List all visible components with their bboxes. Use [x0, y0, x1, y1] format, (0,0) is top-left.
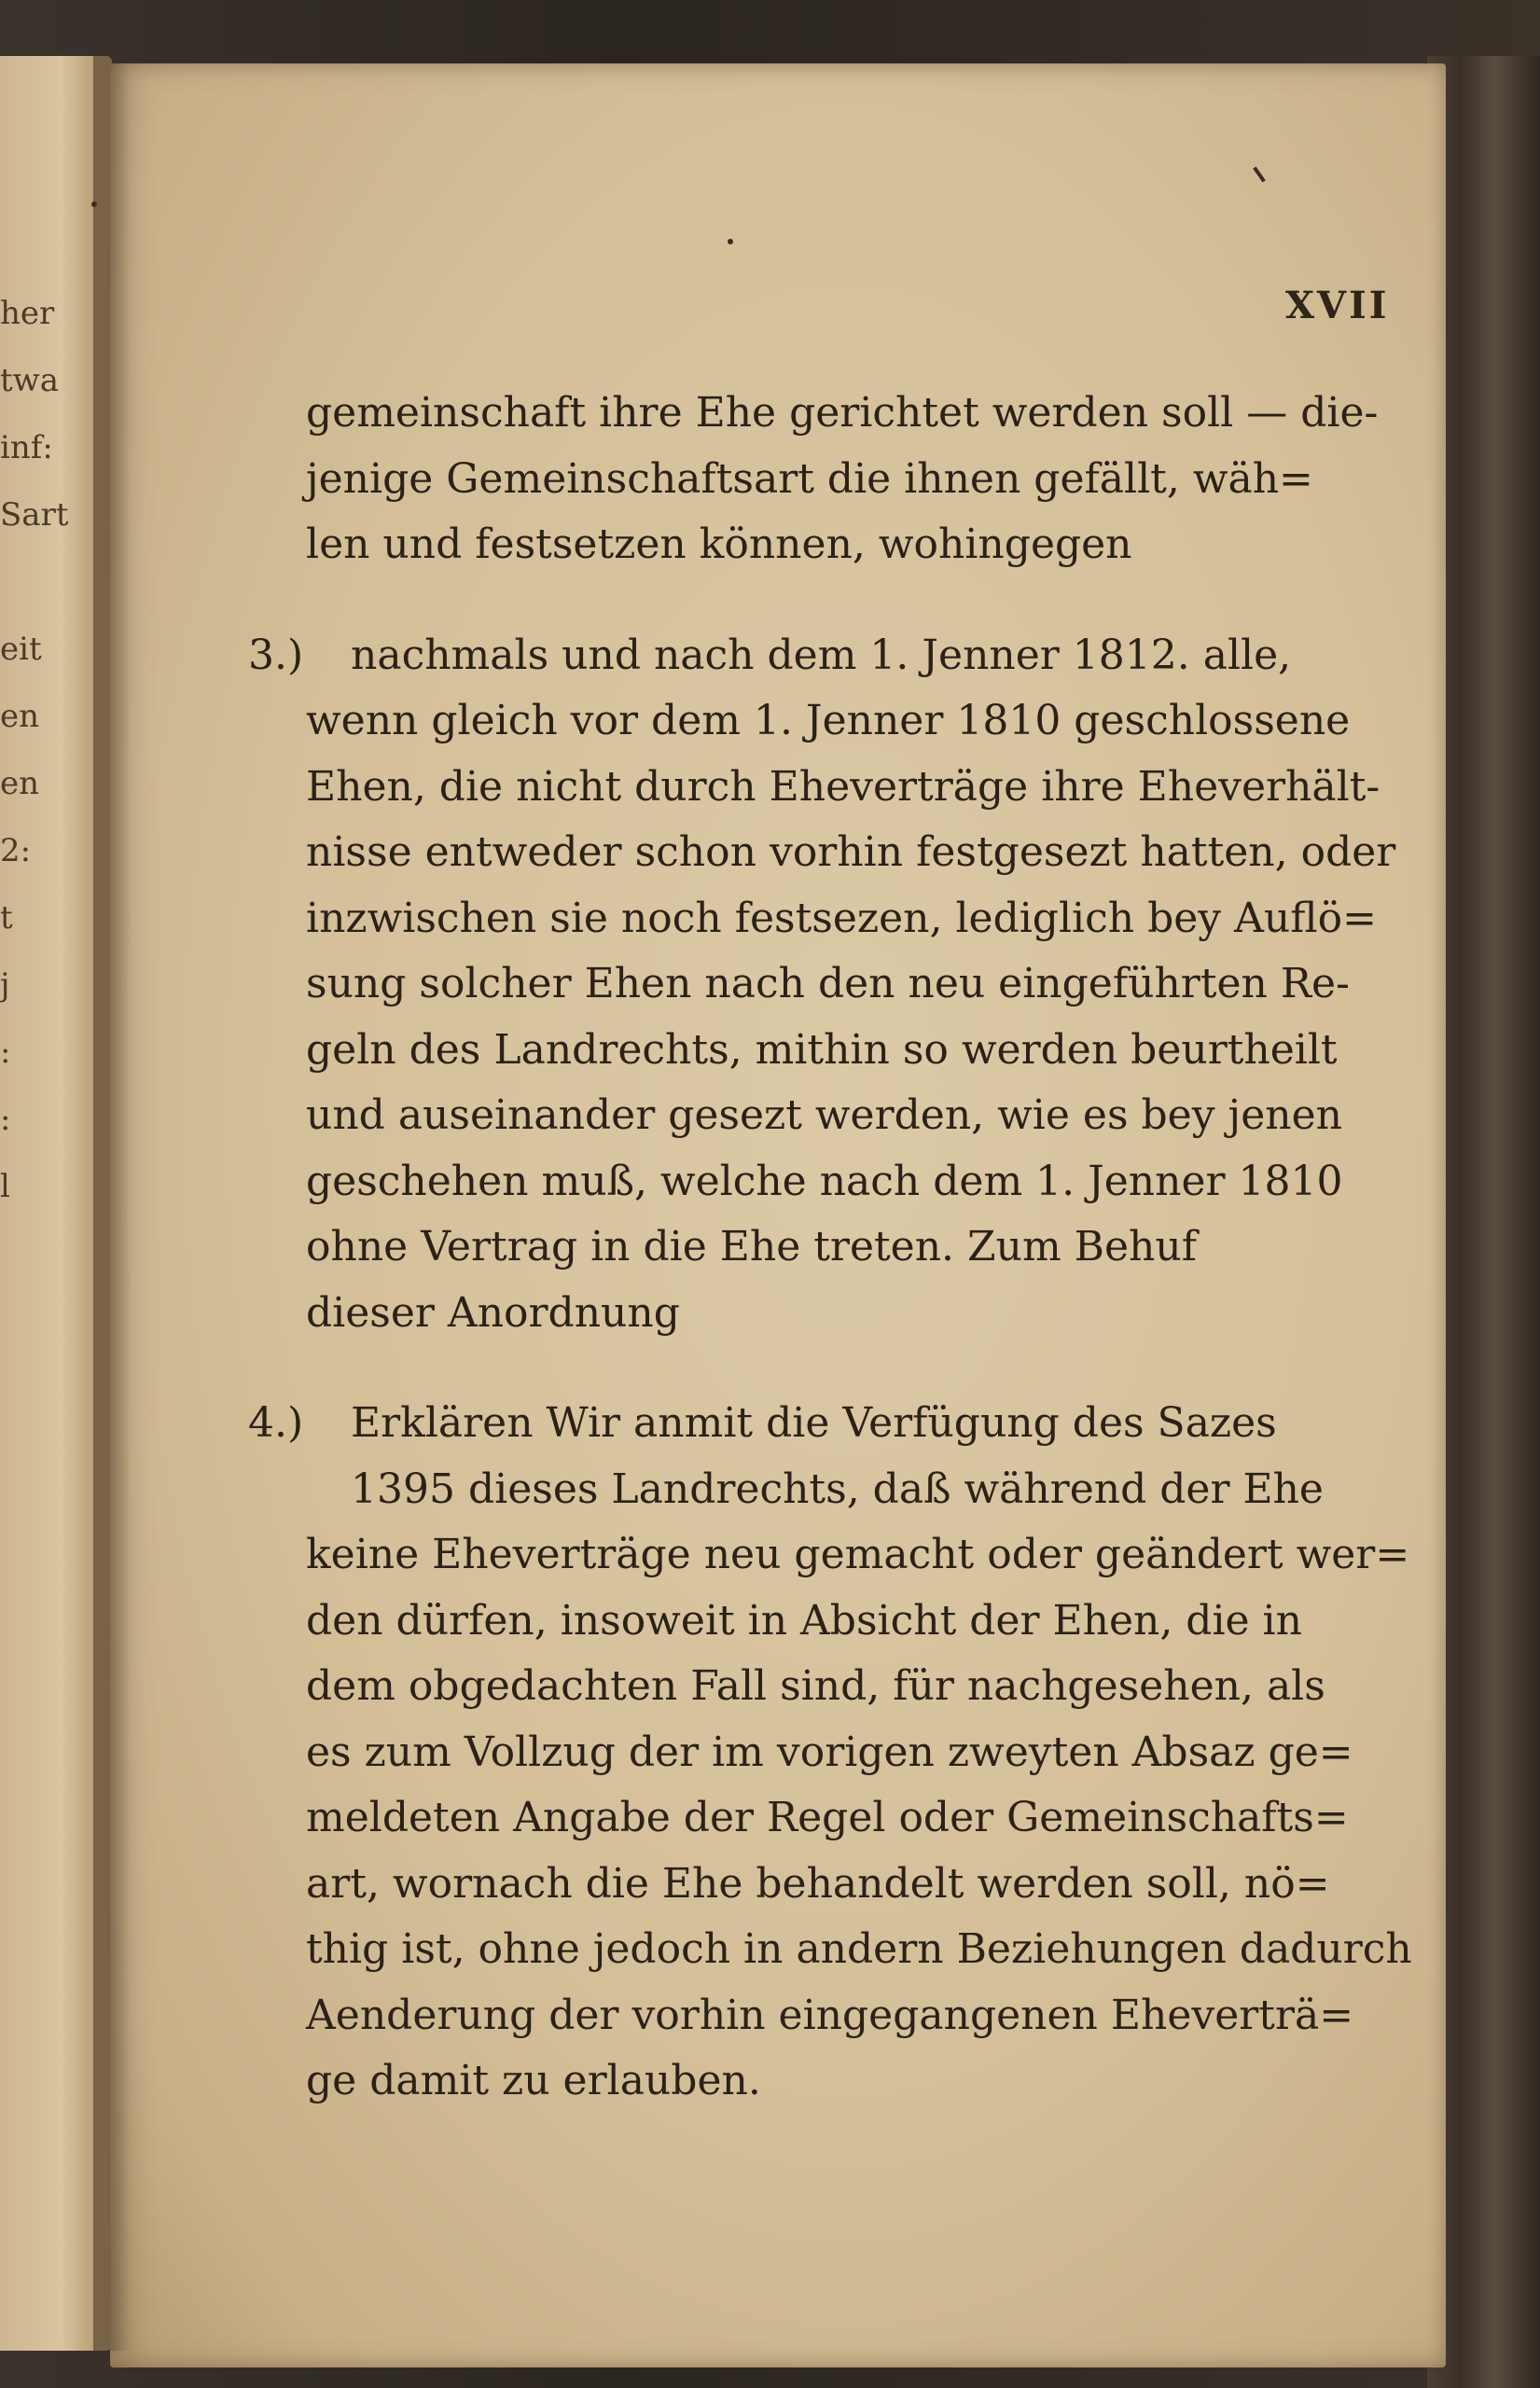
left-fragment: en [0, 698, 40, 735]
text-line: Erklären Wir anmit die Verfügung des Sazes [351, 1399, 1277, 1447]
left-fragment: inf: [0, 429, 53, 466]
left-fragment: twa [0, 362, 60, 399]
left-fragment: en [0, 765, 40, 802]
left-fragment: j [0, 966, 10, 1004]
paragraph-marker: 3.) [248, 631, 304, 679]
text-line: Ehen, die nicht durch Eheverträge ihre Eheverhält- [306, 762, 1380, 811]
text-line: geln des Landrechts, mithin so werden beurtheilt [306, 1025, 1338, 1074]
text-line: geschehen muß, welche nach dem 1. Jenner 1810 [306, 1157, 1343, 1205]
left-fragment: : [0, 1101, 11, 1138]
text-line: ohne Vertrag in die Ehe treten. Zum Behuf [306, 1223, 1197, 1270]
ink-mark [1253, 166, 1266, 182]
right-page [110, 63, 1446, 2367]
left-fragment: Sart [0, 496, 69, 534]
page-number: XVII [1285, 284, 1390, 327]
text-line: inzwischen sie noch festsezen, lediglich bey Auflö= [306, 894, 1377, 942]
left-fragment: eit [0, 631, 42, 668]
left-fragment: t [0, 899, 13, 937]
text-line: len und festsetzen können, wohingegen [306, 521, 1132, 568]
text-line: Aenderung der vorhin eingegangenen Eheverträ= [306, 1991, 1354, 2039]
paragraph-marker: 4.) [248, 1399, 304, 1447]
left-fragment: l [0, 1168, 10, 1205]
text-line: meldeten Angabe der Regel oder Gemeinschafts= [306, 1794, 1349, 1841]
left-fragment: 2: [0, 832, 32, 869]
text-line: keine Eheverträge neu gemacht oder geändert wer= [306, 1531, 1410, 1578]
text-line: jenige Gemeinschaftsart die ihnen gefällt, wäh= [306, 454, 1313, 503]
text-line: dem obgedachten Fall sind, für nachgesehen, als [306, 1662, 1325, 1710]
text-line: 1395 dieses Landrechts, daß während der Ehe [351, 1465, 1324, 1513]
left-fragment: : [0, 1034, 11, 1071]
page-gutter-shadow [93, 56, 131, 2351]
left-fragment: her [0, 295, 55, 332]
text-line: gemeinschaft ihre Ehe gerichtet werden soll — die- [306, 389, 1379, 437]
text-line: art, wornach die Ehe behandelt werden soll, nö= [306, 1859, 1330, 1908]
text-line: den dürfen, insoweit in Absicht der Ehen, die in [306, 1596, 1302, 1645]
text-line: sung solcher Ehen nach den neu eingeführten Re- [306, 960, 1350, 1007]
left-page-text-fragments [0, 280, 69, 1220]
text-line: es zum Vollzug der im vorigen zweyten Absaz ge= [306, 1728, 1353, 1776]
text-line: ge damit zu erlauben. [306, 2057, 761, 2104]
text-line: dieser Anordnung [306, 1288, 680, 1337]
left-fragment [0, 548, 56, 616]
text-line: und auseinander gesezt werden, wie es bey jenen [306, 1091, 1342, 1139]
page-body [248, 381, 1425, 2115]
ink-speck [728, 239, 733, 244]
text-line: wenn gleich vor dem 1. Jenner 1810 geschlossene [306, 697, 1351, 744]
paragraph-4 [248, 1391, 1425, 2115]
text-line: nisse entweder schon vorhin festgesezt hatten, oder [306, 828, 1396, 876]
paragraph-continuation [306, 381, 1425, 578]
paragraph-3 [248, 623, 1425, 1347]
text-line: thig ist, ohne jedoch in andern Beziehungen dadurch [306, 1925, 1412, 1973]
text-line: nachmals und nach dem 1. Jenner 1812. alle, [351, 631, 1292, 679]
